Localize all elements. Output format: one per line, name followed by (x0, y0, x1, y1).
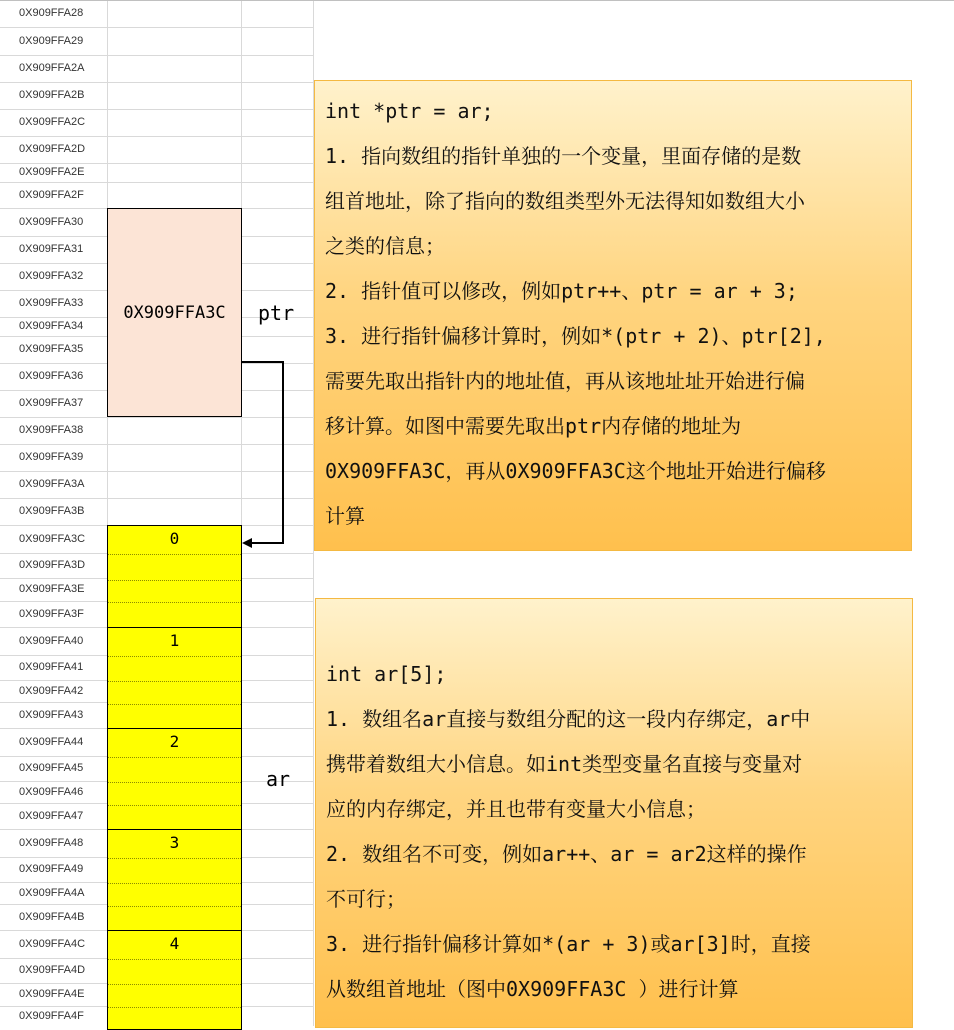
memory-address-label: 0X909FFA40 (19, 635, 84, 647)
memory-address-label: 0X909FFA45 (19, 762, 84, 774)
memory-address-label: 0X909FFA44 (19, 736, 84, 748)
memory-address-label: 0X909FFA2B (19, 89, 85, 101)
memory-address-label: 0X909FFA42 (19, 685, 84, 697)
memory-address-label: 0X909FFA35 (19, 343, 84, 355)
memory-address-label: 0X909FFA38 (19, 424, 84, 436)
pointer-arrow-line (241, 362, 283, 543)
note-line: int *ptr = ar; (325, 99, 494, 123)
note-line: 0X909FFA3C，再从0X909FFA3C这个地址开始进行偏移 (325, 459, 826, 483)
note-line: 1. 数组名ar直接与数组分配的这一段内存绑定，ar中 (326, 707, 811, 731)
memory-address-label: 0X909FFA3E (19, 583, 85, 595)
memory-address-label: 0X909FFA48 (19, 837, 84, 849)
memory-address-label: 0X909FFA4B (19, 911, 85, 923)
note-line: 不可行； (326, 887, 406, 911)
note-line: 2. 指针值可以修改，例如ptr++、ptr = ar + 3; (325, 279, 798, 303)
memory-address-label: 0X909FFA4E (19, 988, 85, 1000)
memory-address-label: 0X909FFA34 (19, 320, 84, 332)
memory-address-label: 0X909FFA29 (19, 35, 84, 47)
ptr-label: ptr (258, 301, 295, 325)
note-line: 3. 进行指针偏移计算如*(ar + 3)或ar[3]时，直接 (326, 932, 811, 956)
array-label: ar (266, 767, 291, 791)
memory-address-label: 0X909FFA37 (19, 397, 84, 409)
note-line: int ar[5]; (326, 662, 447, 686)
memory-address-label: 0X909FFA33 (19, 297, 84, 309)
note-line: 1. 指向数组的指针单独的一个变量，里面存储的是数 (325, 144, 802, 168)
array-explanation-note (315, 598, 913, 1028)
memory-address-label: 0X909FFA2C (19, 116, 86, 128)
memory-address-label: 0X909FFA46 (19, 786, 84, 798)
array-element-value: 4 (169, 934, 180, 953)
memory-address-label: 0X909FFA4D (19, 964, 86, 976)
memory-address-label: 0X909FFA36 (19, 370, 84, 382)
memory-address-label: 0X909FFA2F (19, 189, 84, 201)
note-line: 3. 进行指针偏移计算时，例如*(ptr + 2)、ptr[2], (325, 324, 826, 348)
memory-address-label: 0X909FFA4C (19, 938, 86, 950)
memory-address-label: 0X909FFA2D (19, 143, 86, 155)
array-element-value: 2 (169, 732, 180, 751)
memory-address-label: 0X909FFA39 (19, 451, 84, 463)
memory-address-label: 0X909FFA3D (19, 559, 86, 571)
pointer-explanation-note (314, 80, 912, 551)
pointer-arrow-head (242, 538, 252, 548)
memory-address-label: 0X909FFA28 (19, 7, 84, 19)
note-line: 移计算。如图中需要先取出ptr内存储的地址为 (325, 414, 742, 438)
array-element-value: 3 (169, 833, 180, 852)
memory-address-label: 0X909FFA47 (19, 810, 84, 822)
memory-address-label: 0X909FFA3C (19, 533, 86, 545)
memory-address-label: 0X909FFA4F (19, 1010, 84, 1022)
memory-address-label: 0X909FFA41 (19, 661, 84, 673)
memory-address-label: 0X909FFA3F (19, 608, 84, 620)
note-line: 需要先取出指针内的地址值，再从该地址址开始进行偏 (325, 369, 805, 393)
note-line: 应的内存绑定，并且也带有变量大小信息； (326, 797, 706, 821)
memory-address-label: 0X909FFA4A (19, 887, 85, 899)
note-line (326, 607, 902, 652)
memory-address-label: 0X909FFA2A (19, 62, 85, 74)
memory-address-label: 0X909FFA3B (19, 505, 85, 517)
memory-address-label: 0X909FFA30 (19, 216, 84, 228)
memory-address-label: 0X909FFA43 (19, 709, 84, 721)
note-line: 2. 数组名不可变，例如ar++、ar = ar2这样的操作 (326, 842, 807, 866)
note-line: 之类的信息； (325, 234, 445, 258)
memory-address-label: 0X909FFA31 (19, 243, 84, 255)
note-line: 从数组首地址（图中0X909FFA3C ）进行计算 (326, 977, 739, 1001)
array-element-value: 1 (169, 631, 180, 650)
note-line: 携带着数组大小信息。如int类型变量名直接与变量对 (326, 752, 803, 776)
memory-address-label: 0X909FFA3A (19, 478, 85, 490)
note-line: 组首地址，除了指向的数组类型外无法得知如数组大小 (325, 189, 805, 213)
ptr-stored-address: 0X909FFA3C (123, 302, 226, 323)
memory-address-label: 0X909FFA32 (19, 270, 84, 282)
note-line: 计算 (325, 504, 365, 528)
memory-address-label: 0X909FFA2E (19, 166, 85, 178)
array-element-value: 0 (169, 529, 180, 548)
memory-address-label: 0X909FFA49 (19, 863, 84, 875)
